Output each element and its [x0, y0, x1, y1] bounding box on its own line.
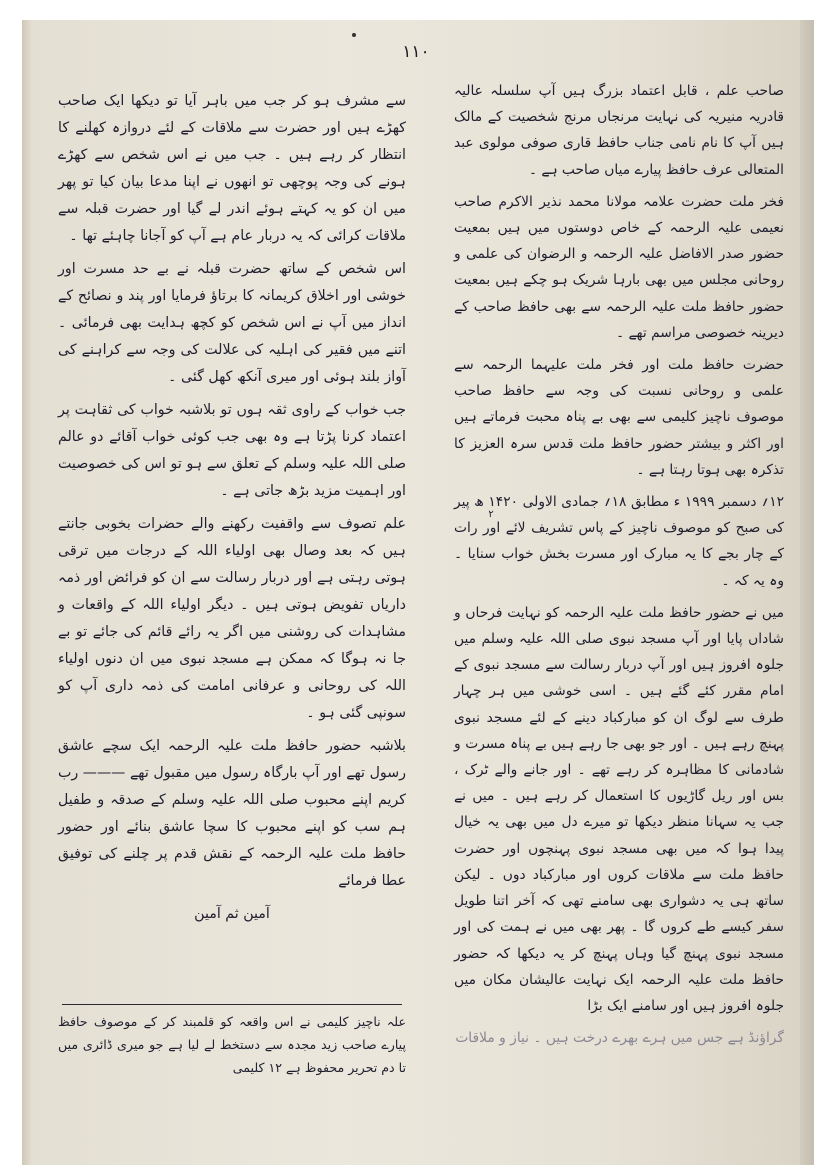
- left-paragraph: اس شخص کے ساتھ حضرت قبلہ نے بے حد مسرت اور خوشی اور اخلاق کریمانہ کا برتاؤ فرمایا اور پند و نصائح کے انداز میں آپ نے اس شخص کو کچھ ہدایت بھی فرمائی ۔ اتنے میں فقیر کی اہلیہ کی علالت کی وجہ سے کراہنے کی آواز بلند ہوئی اور میری آنکھ کھل گئی ۔: [58, 261, 406, 385]
- right-paragraph: فخر ملت حضرت علامہ مولانا محمد نذیر الاکرم صاحب نعیمی علیہ الرحمہ کے خاص دوستوں میں ہیں بمعیت حضور صدر الافاضل علیہ الرحمہ و الرضوان کی علمی و روحانی مجلس میں بھی بارہا شریک ہو چکے ہیں بمعیت حضور حافظ ملت علیہ الرحمہ سے بھی حافظ صاحب کے دیرینہ خصوصی مراسم تھے ۔: [454, 193, 784, 341]
- left-paragraph: جب خواب کے راوی ثقہ ہوں تو بلاشبہ خواب کی ثقاہت پر اعتماد کرنا پڑتا ہے وہ بھی جب کوئی خواب آقائے دو عالم صلی اللہ علیہ وسلم کے تعلق سے ہو تو اس کی خصوصیت اور اہمیت مزید بڑھ جاتی ہے ۔: [58, 402, 406, 499]
- right-paragraph: میں نے حضور حافظ ملت علیہ الرحمہ کو نہایت فرحاں و شاداں پایا اور آپ مسجد نبوی صلی اللہ علیہ وسلم میں جلوہ افروز ہیں اور آپ دربار رسالت سے مسجد نبوی کے امام مقرر کئے گئے ہیں ۔ اسی خوشی میں ہر چہار طرف سے لوگ ان کو مبارکباد دینے کے لئے مسجد نبوی پہنچ رہے ہیں ۔ اور جو بھی جا رہے ہیں بے پناہ مسرت و شادمانی کا مظاہرہ کر رہے تھے ۔ اور جانے والے ٹرک ، بس اور ریل گاڑیوں کا استعمال کر رہے ہیں ۔ میں نے جب یہ سہانا منظر دیکھا تو میرے دل میں بھی یہ خیال پیدا ہوا کہ میں بھی مسجد نبوی پہنچوں اور حضرت حافظ ملت سے ملاقات کروں اور مبارکباد دوں ۔ لیکن ساتھ ہی یہ دشواری بھی سامنے تھی کہ آخر اتنا طویل سفر کیسے طے کروں گا ۔ پھر بھی میں نے ہمت کی اور مسجد نبوی پہنچ گیا وہاں پہنچ کر یہ دیکھا کہ حضور حافظ ملت علیہ الرحمہ ایک نہایت عالیشان مکان میں جلوہ افروز ہیں اور سامنے ایک بڑا: [454, 604, 784, 1014]
- ink-dot: [352, 33, 356, 37]
- left-paragraph: بلاشبہ حضور حافظ ملت علیہ الرحمہ ایک سچے عاشق رسول تھے اور آپ بارگاہ رسول میں مقبول تھے ——— رب کریم اپنے محبوب صلی اللہ علیہ وسلم کے صدقہ و طفیل ہم سب کو اپنے محبوب کا سچا عاشق بنائے اور حضور حافظ ملت علیہ الرحمہ کے نقش قدم پر چلنے کی توفیق عطا فرمائے: [58, 738, 406, 889]
- right-paragraph: حضرت حافظ ملت اور فخر ملت علیہما الرحمہ سے علمی و روحانی نسبت کی وجہ سے حافظ صاحب موصوف ناچیز کلیمی سے بھی بے پناہ محبت فرماتے ہیں اور اکثر و بیشتر حضور حافظ ملت قدس سرہ العزیز کا تذکرہ بھی ہوتا رہتا ہے ۔: [454, 357, 784, 478]
- sheet-edge: [800, 20, 814, 1165]
- left-column: [58, 88, 406, 934]
- left-paragraph: علم تصوف سے واقفیت رکھنے والے حضرات بخوبی جانتے ہیں کہ بعد وصال بھی اولیاء اللہ کے درجات میں ترقی ہوتی رہتی ہے اور دربار رسالت سے ان کو فرائض اور ذمہ داریاں تفویض ہوتی ہیں ۔ دیگر اولیاء اللہ کے واقعات و مشاہدات کی روشنی میں اگر یہ رائے قائم کی جائے تو بے جا نہ ہوگا کہ ممکن ہے مسجد نبوی میں ان دنوں اولیاء اللہ کی روحانی و عرفانی امامت کی ذمہ داری آپ کو سونپی گئی ہو ۔: [58, 516, 406, 721]
- right-paragraph: صاحب علم ، قابل اعتماد بزرگ ہیں آپ سلسلہ عالیہ قادریہ منیریہ کی نہایت مرنجاں مرنج شخصیت کے مالک ہیں آپ کا نام نامی جناب حافظ قاری صوفی مولوی عبد المتعالی عرف حافظ پیارے میاں صاحب ہے ۔: [454, 83, 784, 178]
- footnote-marker-label: ۲: [488, 509, 494, 520]
- left-paragraph: سے مشرف ہو کر جب میں باہر آیا تو دیکھا ایک صاحب کھڑے ہیں اور حضرت سے ملاقات کے لئے دروازہ کھلنے کا انتظار کر رہے ہیں ۔ جب میں نے اس شخص سے کھڑے ہونے کی وجہ پوچھی تو انھوں نے اپنا مدعا بیان کیا تو پھر میں ان کو یہ کہتے ہوئے اندر لے گیا اور حضرت قبلہ سے ملاقات کرائی کہ یہ دربار عام ہے آپ کو آجانا چاہئے تھا ۔: [58, 93, 406, 244]
- right-paragraph: ۱۲؍ دسمبر ۱۹۹۹ ء مطابق ۱۸؍ جمادی الاولی ۱۴۲۰ ھ پیر کی صبح کو موصوف ناچیز کے پاس تشریف لائے اور رات کے چار بجے کا یہ مبارک اور مسرت بخش خواب سنایا ۔ وہ یہ کہ ۔: [454, 494, 785, 589]
- binding-shadow: [22, 20, 32, 1165]
- footnote-marker: [480, 506, 502, 520]
- right-trailing-line: گراؤنڈ ہے جس میں ہرے بھرے درخت ہیں ۔ نیاز و ملاقات: [455, 1030, 784, 1047]
- closing-prayer: آمین ثم آمین: [194, 906, 270, 922]
- page-number: ۱۱۰: [402, 42, 430, 62]
- footnote: علہ ناچیز کلیمی نے اس واقعہ کو قلمبند کر کے موصوف حافظ پیارے صاحب زید مجدہ سے دستخط لے لیا ہے جو میری ڈائری میں تا دم تحریر محفوظ ہے ۱۲ کلیمی: [58, 1014, 406, 1075]
- right-column: [454, 78, 784, 1057]
- footnote-rule: [62, 1004, 402, 1005]
